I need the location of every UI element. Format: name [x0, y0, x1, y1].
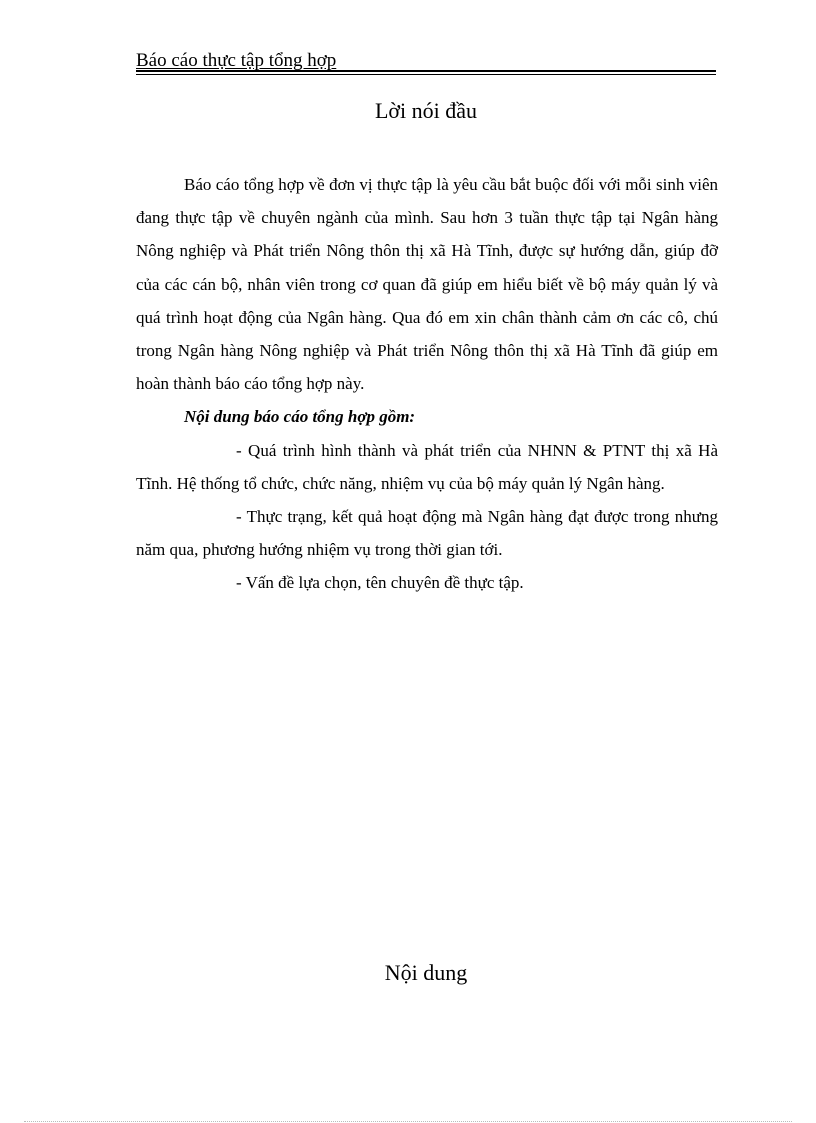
contents-heading: Nội dung báo cáo tổng hợp gồm: [184, 407, 416, 427]
contents-item: - Quá trình hình thành và phát triển của NHNN & PTNT thị xã Hà Tĩnh. Hệ thống tổ chức, chức năng, nhiệm vụ của bộ máy quản lý Ngân hàng. [136, 440, 718, 493]
header-rule-thick [136, 70, 716, 72]
section-title: Nội dung [384, 960, 468, 985]
header-title: Báo cáo thực tập tổng hợp [136, 50, 337, 71]
page-header [136, 50, 716, 76]
contents-item: - Thực trạng, kết quả hoạt động mà Ngân hàng đạt được trong nhưng năm qua, phương hướng nhiệm vụ trong thời gian tới. [136, 507, 718, 560]
page-bottom-border [24, 1121, 792, 1122]
contents-item: - Vấn đề lựa chọn, tên chuyên đề thực tập. [236, 573, 524, 593]
document-body [136, 168, 718, 600]
page-title: Lời nói đầu [374, 98, 478, 123]
intro-paragraph: Báo cáo tổng hợp về đơn vị thực tập là yêu cầu bắt buộc đối với mỗi sinh viên đang thực tập về chuyên ngành của mình. Sau hơn 3 tuần thực tập tại Ngân hàng Nông nghiệp và Phát triển Nông thôn thị xã Hà Tĩnh, được sự hướng dẫn, giúp đỡ của các cán bộ, nhân viên trong cơ quan đã giúp em hiểu biết về bộ máy quản lý và quá trình hoạt động của Ngân hàng. Qua đó em xin chân thành cảm ơn các cô, chú trong Ngân hàng Nông nghiệp và Phát triển Nông thôn thị xã Hà Tĩnh đã giúp em hoàn thành báo cáo tổng hợp này. [136, 175, 718, 394]
header-rule-thin [136, 74, 716, 75]
